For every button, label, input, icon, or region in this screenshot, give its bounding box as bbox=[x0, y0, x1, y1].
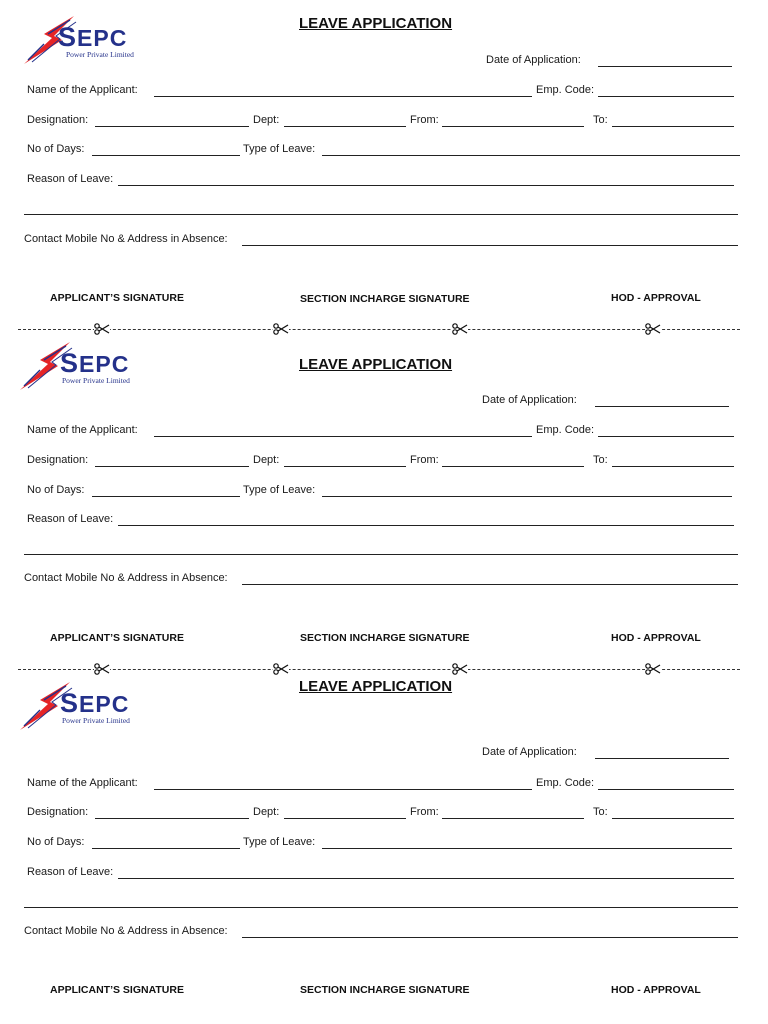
applicant-name-field[interactable] bbox=[154, 789, 532, 790]
reason-continuation-field[interactable] bbox=[24, 214, 738, 215]
logo-letters: SEPC bbox=[58, 22, 128, 52]
scissors-icon bbox=[452, 663, 468, 675]
designation-field[interactable] bbox=[95, 466, 249, 467]
type-of-leave-label: Type of Leave: bbox=[243, 484, 316, 496]
dept-label: Dept: bbox=[253, 806, 280, 818]
contact-label: Contact Mobile No & Address in Absence: bbox=[24, 233, 228, 245]
applicant-name-label: Name of the Applicant: bbox=[27, 84, 138, 96]
from-field[interactable] bbox=[442, 466, 584, 467]
type-of-leave-label: Type of Leave: bbox=[243, 836, 316, 848]
hod-approval-label: HOD - APPROVAL bbox=[611, 984, 701, 996]
to-label: To: bbox=[593, 454, 608, 466]
section-incharge-signature-label: SECTION INCHARGE SIGNATURE bbox=[300, 984, 470, 996]
from-label: From: bbox=[410, 806, 439, 818]
logo-tagline: Power Private Limited bbox=[62, 376, 130, 385]
to-field[interactable] bbox=[612, 466, 734, 467]
no-of-days-field[interactable] bbox=[92, 496, 240, 497]
section-incharge-signature-label: SECTION INCHARGE SIGNATURE bbox=[300, 632, 470, 644]
to-field[interactable] bbox=[612, 818, 734, 819]
type-of-leave-label: Type of Leave: bbox=[243, 143, 316, 155]
no-of-days-field[interactable] bbox=[92, 155, 240, 156]
reason-of-leave-field[interactable] bbox=[118, 878, 734, 879]
reason-of-leave-field[interactable] bbox=[118, 185, 734, 186]
scissors-icon bbox=[94, 323, 110, 335]
designation-field[interactable] bbox=[95, 818, 249, 819]
from-label: From: bbox=[410, 454, 439, 466]
to-label: To: bbox=[593, 806, 608, 818]
type-of-leave-field[interactable] bbox=[322, 848, 732, 849]
reason-of-leave-label: Reason of Leave: bbox=[27, 866, 114, 878]
form-title: LEAVE APPLICATION bbox=[299, 356, 453, 373]
reason-continuation-field[interactable] bbox=[24, 554, 738, 555]
logo-letters: SEPC bbox=[60, 348, 130, 378]
contact-label: Contact Mobile No & Address in Absence: bbox=[24, 925, 228, 937]
designation-label: Designation: bbox=[27, 454, 89, 466]
scissors-icon bbox=[94, 663, 110, 675]
applicant-signature-label: APPLICANT’S SIGNATURE bbox=[50, 632, 184, 644]
company-logo bbox=[18, 340, 158, 398]
hod-approval-label: HOD - APPROVAL bbox=[611, 292, 701, 304]
date-of-application-label: Date of Application: bbox=[482, 394, 577, 406]
dept-label: Dept: bbox=[253, 114, 280, 126]
logo-letters: SEPC bbox=[60, 688, 130, 718]
date-of-application-field[interactable] bbox=[595, 406, 729, 407]
form-title: LEAVE APPLICATION bbox=[299, 678, 453, 695]
contact-field[interactable] bbox=[242, 245, 738, 246]
dept-field[interactable] bbox=[284, 818, 406, 819]
no-of-days-label: No of Days: bbox=[27, 484, 85, 496]
scissors-icon bbox=[645, 323, 661, 335]
no-of-days-field[interactable] bbox=[92, 848, 240, 849]
emp-code-label: Emp. Code: bbox=[536, 424, 595, 436]
designation-label: Designation: bbox=[27, 806, 89, 818]
applicant-name-field[interactable] bbox=[154, 96, 532, 97]
date-of-application-field[interactable] bbox=[595, 758, 729, 759]
reason-of-leave-field[interactable] bbox=[118, 525, 734, 526]
form-title: LEAVE APPLICATION bbox=[299, 15, 453, 32]
applicant-name-label: Name of the Applicant: bbox=[27, 777, 138, 789]
reason-of-leave-label: Reason of Leave: bbox=[27, 513, 114, 525]
type-of-leave-field[interactable] bbox=[322, 496, 732, 497]
reason-continuation-field[interactable] bbox=[24, 907, 738, 908]
company-logo bbox=[22, 14, 162, 72]
to-field[interactable] bbox=[612, 126, 734, 127]
applicant-signature-label: APPLICANT’S SIGNATURE bbox=[50, 984, 184, 996]
designation-field[interactable] bbox=[95, 126, 249, 127]
contact-label: Contact Mobile No & Address in Absence: bbox=[24, 572, 228, 584]
no-of-days-label: No of Days: bbox=[27, 143, 85, 155]
to-label: To: bbox=[593, 114, 608, 126]
scissors-icon bbox=[273, 323, 289, 335]
date-of-application-field[interactable] bbox=[598, 66, 732, 67]
reason-of-leave-label: Reason of Leave: bbox=[27, 173, 114, 185]
dept-label: Dept: bbox=[253, 454, 280, 466]
scissors-icon bbox=[273, 663, 289, 675]
emp-code-label: Emp. Code: bbox=[536, 84, 595, 96]
contact-field[interactable] bbox=[242, 584, 738, 585]
contact-field[interactable] bbox=[242, 937, 738, 938]
applicant-name-label: Name of the Applicant: bbox=[27, 424, 138, 436]
hod-approval-label: HOD - APPROVAL bbox=[611, 632, 701, 644]
date-of-application-label: Date of Application: bbox=[482, 746, 577, 758]
applicant-name-field[interactable] bbox=[154, 436, 532, 437]
emp-code-label: Emp. Code: bbox=[536, 777, 595, 789]
cut-line bbox=[18, 669, 740, 670]
company-logo bbox=[18, 680, 158, 738]
from-label: From: bbox=[410, 114, 439, 126]
cut-line bbox=[18, 329, 740, 330]
date-of-application-label: Date of Application: bbox=[486, 54, 581, 66]
dept-field[interactable] bbox=[284, 466, 406, 467]
applicant-signature-label: APPLICANT’S SIGNATURE bbox=[50, 292, 184, 304]
section-incharge-signature-label: SECTION INCHARGE SIGNATURE bbox=[300, 293, 470, 305]
emp-code-field[interactable] bbox=[598, 436, 734, 437]
scissors-icon bbox=[645, 663, 661, 675]
no-of-days-label: No of Days: bbox=[27, 836, 85, 848]
dept-field[interactable] bbox=[284, 126, 406, 127]
from-field[interactable] bbox=[442, 818, 584, 819]
logo-tagline: Power Private Limited bbox=[62, 716, 130, 725]
type-of-leave-field[interactable] bbox=[322, 155, 740, 156]
scissors-icon bbox=[452, 323, 468, 335]
emp-code-field[interactable] bbox=[598, 789, 734, 790]
emp-code-field[interactable] bbox=[598, 96, 734, 97]
designation-label: Designation: bbox=[27, 114, 89, 126]
logo-tagline: Power Private Limited bbox=[66, 50, 134, 59]
from-field[interactable] bbox=[442, 126, 584, 127]
